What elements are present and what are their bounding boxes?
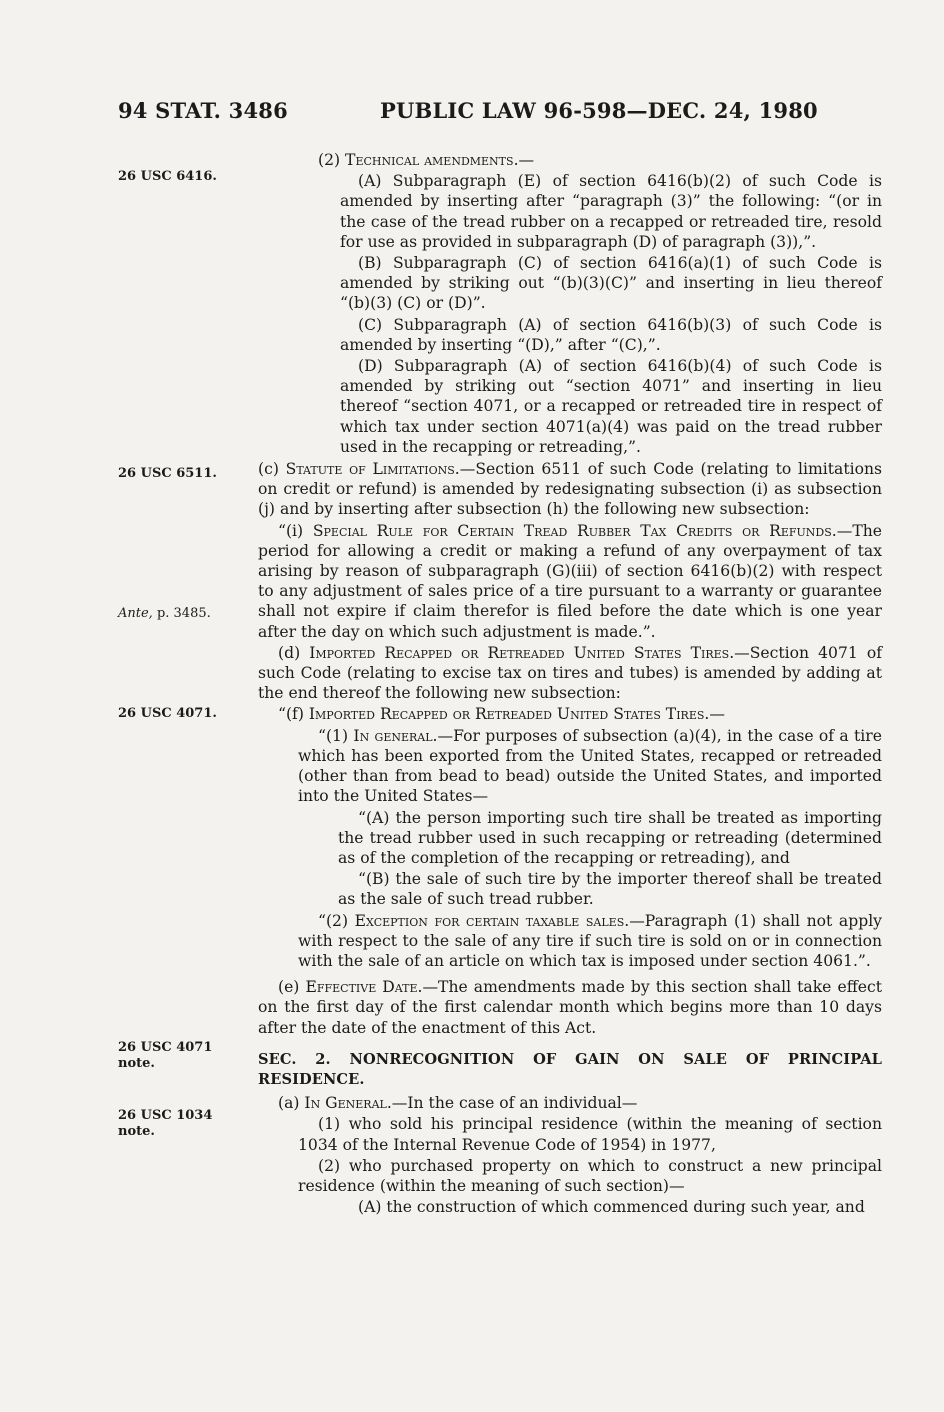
subsection-e <box>258 977 882 1038</box>
section-2-heading: SEC. 2. NONRECOGNITION OF GAIN ON SALE OF PRINCIPAL RESIDENCE. <box>258 1050 882 1088</box>
f1-heading: In general <box>353 726 433 745</box>
subsection-c-num: (c) <box>258 460 286 479</box>
subsection-f-1 <box>298 726 882 807</box>
margin-note-ante <box>118 606 211 622</box>
paragraph-c: (C) Subparagraph (A) of section 6416(b)(3) of such Code is amended by inserting “(D),” after “(C),”. <box>340 315 882 354</box>
subsection-i-num: “(i) <box>278 521 313 540</box>
subsection-e-text: .—The amendments made by this section shall take effect on the first day of the first calendar month which begins more than 10 days after the date of the enactment of this Act. <box>258 978 883 1037</box>
subsection-d-text: .—Section 4071 of such Code (relating to excise tax on tires and tubes) is amended by adding at the end thereof the following new subsection: <box>258 643 883 703</box>
f2-text: .—Paragraph (1) shall not apply with respect to the sale of any tire if such tire is sold on or in connection with the sale of an article on which tax is imposed under section 4061.”. <box>298 911 882 970</box>
subsection-f-title: Imported Recapped or Retreaded United States Tires <box>308 705 705 724</box>
subsection-f-1-b: “(B) the sale of such tire by the importer thereof shall be treated as the sale of such tread rubber. <box>338 870 882 909</box>
f1-text: .—For purposes of subsection (a)(4), in the case of a tire which has been exported from the United States, recapped or retreaded (other than from bead to bead) outside the United States, and imported into the United States— <box>298 726 882 806</box>
heading-sc: Technical amendments <box>345 151 514 169</box>
subsection-c-heading: Statute of Limitations <box>285 460 455 479</box>
subsection-i-text: .—The period for allowing a credit or making a refund of any overpayment of tax arising by reason of subparagraph (G)(iii) of section 6416(b)(2) with respect to any adjustment of sales price of a tire pursuant to a warranty or guarantee shall not expire if claim therefor is filed before the date which is one year after the day on which such adjustment is made.”. <box>258 521 882 641</box>
subsection-f-1-a: “(A) the person importing such tire shall be treated as importing the tread rubber used in such recapping or retreading (determined as of the completion of the recapping or retreading), and <box>338 808 882 867</box>
subsection-f-num: “(f) <box>278 705 309 724</box>
f2-heading: Exception for certain taxable sales <box>354 911 625 930</box>
margin-note-4071: 26 USC 4071. <box>118 706 217 721</box>
technical-amendments-heading <box>258 150 882 170</box>
subsection-a-heading: In General <box>304 1094 387 1113</box>
subsection-a-text: .—In the case of an individual— <box>386 1094 638 1113</box>
paragraph-a-2-a: (A) the construction of which commenced during such year, and <box>358 1198 865 1217</box>
subsection-c <box>258 459 882 520</box>
subsection-a <box>258 1093 882 1113</box>
subsection-c-text: .—Section 6511 of such Code (relating to limitations on credit or refund) is amended by redesignating subsection (i) as subsection (j) and by inserting after subsection (h) the following new subsection: <box>258 460 883 519</box>
subsection-f-dash: .— <box>704 705 725 724</box>
paragraph-a-1: (1) who sold his principal residence (within the meaning of section 1034 of the Internal Revenue Code of 1954) in 1977, <box>298 1115 882 1154</box>
paragraph-a: (A) Subparagraph (E) of section 6416(b)(2) of such Code is amended by inserting after “paragraph (3)” the following: “(or in the case of the tread rubber on a recapped or retreaded tire, resold for use as provided in subparagraph (D) of paragraph (3)),”. <box>340 172 882 251</box>
margin-note-ante-page: p. 3485. <box>152 606 211 621</box>
subsection-a-num: (a) <box>278 1094 305 1113</box>
subsection-e-num: (e) <box>278 978 306 997</box>
subsection-f-heading <box>258 704 882 724</box>
f2-num: “(2) <box>318 911 355 930</box>
f1-num: “(1) <box>318 726 354 745</box>
subsection-i <box>258 521 882 642</box>
margin-note-6511: 26 USC 6511. <box>118 466 217 481</box>
margin-note-1034-note: 26 USC 1034 note. <box>118 1108 213 1139</box>
law-title: PUBLIC LAW 96-598—DEC. 24, 1980 <box>380 98 818 123</box>
paragraph-b: (B) Subparagraph (C) of section 6416(a)(1) of such Code is amended by striking out “(b)(3)(C)” and inserting in lieu thereof “(b)(3) (C) or (D)”. <box>340 254 882 313</box>
subsection-e-heading: Effective Date <box>305 978 418 997</box>
subsection-i-heading: Special Rule for Certain Tread Rubber Tax Credits or Refunds <box>312 521 832 540</box>
subsection-f-2 <box>298 911 882 972</box>
paragraph-a-2: (2) who purchased property on which to construct a new principal residence (within the meaning of such section)— <box>298 1156 882 1195</box>
subsection-d-num: (d) <box>278 643 310 662</box>
heading-num: (2) <box>318 151 346 169</box>
stat-page-number: 94 STAT. 3486 <box>118 98 288 123</box>
heading-end: .— <box>513 151 535 169</box>
margin-note-ante-italic: Ante, <box>118 606 153 621</box>
subsection-d-heading: Imported Recapped or Retreaded United States Tires <box>309 643 730 662</box>
statute-text <box>258 150 882 1218</box>
subsection-d <box>258 643 882 704</box>
margin-note-6416: 26 USC 6416. <box>118 169 217 184</box>
margin-note-4071-note: 26 USC 4071 note. <box>118 1040 213 1071</box>
paragraph-d: (D) Subparagraph (A) of section 6416(b)(4) of such Code is amended by striking out “section 4071” and inserting in lieu thereof “section 4071, or a recapped or retreaded tire in respect of which tax under section 4071(a)(4) was paid on the tread rubber used in the recapping or retreading,”. <box>340 357 882 456</box>
